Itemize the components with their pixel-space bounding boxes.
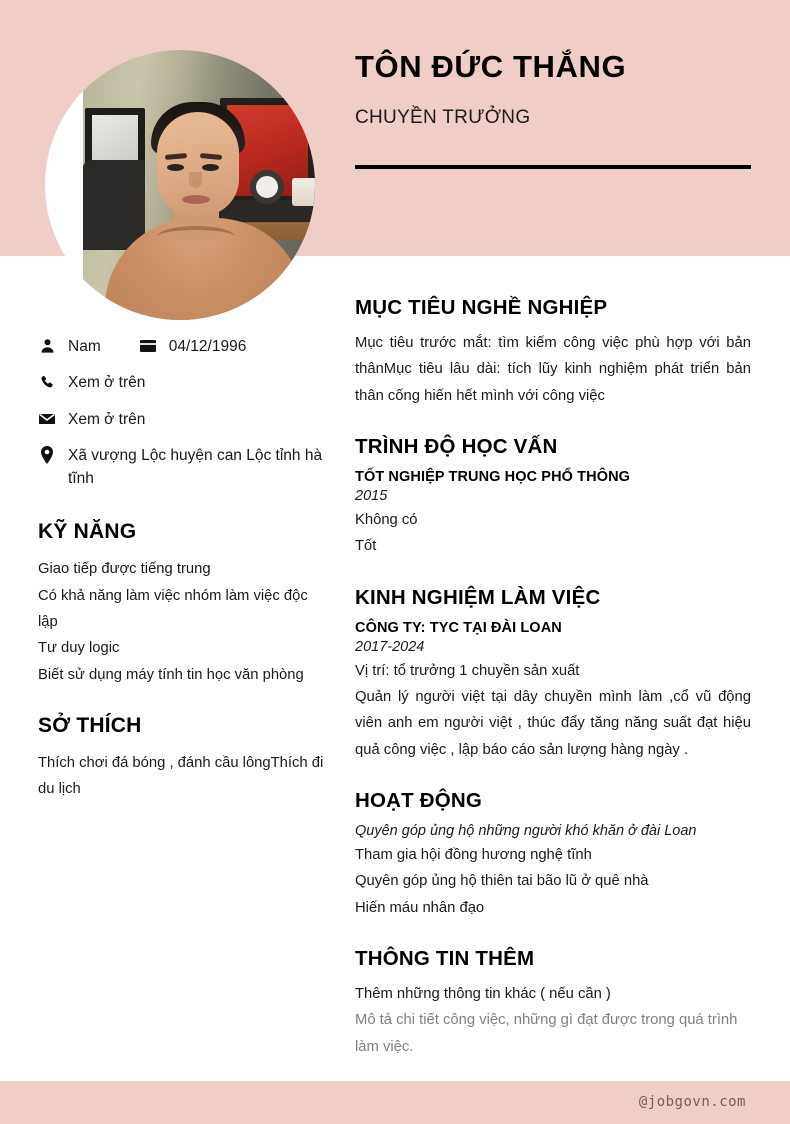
objective-section xyxy=(355,296,751,409)
hobbies-title: SỞ THÍCH xyxy=(38,713,142,737)
watermark: @jobgovn.com xyxy=(638,1094,746,1110)
card-icon xyxy=(139,336,157,356)
profile-photo-image xyxy=(45,50,315,320)
education-degree: TỐT NGHIỆP TRUNG HỌC PHỔ THÔNG xyxy=(355,468,631,485)
contact-birthday-value: 04/12/1996 xyxy=(168,338,247,355)
hobbies-text: Thích chơi đá bóng , đánh cầu lôngThích đi du lịch xyxy=(38,754,324,798)
experience-period: 2017-2024 xyxy=(355,638,425,655)
header-block xyxy=(355,48,755,129)
contact-phone-value: Xem ở trên xyxy=(68,374,146,392)
objective-text: Mục tiêu trước mắt: tìm kiếm công việc phù hợp với bản thânMục tiêu lâu dài: tích lũy kinh nghiệm phát triển bản thân cống hiến hết mình với công việc xyxy=(355,335,751,404)
sidebar xyxy=(38,336,330,829)
candidate-name: TÔN ĐỨC THẮNG xyxy=(355,49,627,84)
profile-photo xyxy=(45,50,315,320)
contact-birthday xyxy=(139,336,247,358)
contact-email-value: Xem ở trên xyxy=(68,410,146,428)
education-section xyxy=(355,435,751,560)
contact-row-email xyxy=(38,409,330,431)
list-item: Tư duy logic xyxy=(38,640,120,657)
objective-title: MỤC TIÊU NGHỀ NGHIỆP xyxy=(355,296,608,319)
experience-title: KINH NGHIỆM LÀM VIỆC xyxy=(355,585,601,609)
additional-line-1: Thêm những thông tin khác ( nếu cần ) xyxy=(355,985,611,1002)
contact-row-address xyxy=(38,445,330,490)
education-grade: Tốt xyxy=(355,538,377,555)
skills-list xyxy=(38,556,330,688)
experience-position: Vị trí: tổ trưởng 1 chuyền sản xuất xyxy=(355,662,580,679)
contact-gender xyxy=(38,336,101,358)
person-icon xyxy=(38,336,56,356)
education-title: TRÌNH ĐỘ HỌC VẤN xyxy=(355,434,558,458)
hobbies-section xyxy=(38,714,330,803)
skills-title: KỸ NĂNG xyxy=(38,520,137,544)
list-item: Tham gia hội đồng hương nghệ tĩnh xyxy=(355,846,592,863)
contact-list xyxy=(38,336,330,490)
location-pin-icon xyxy=(38,445,56,465)
activities-title: HOẠT ĐỘNG xyxy=(355,788,483,812)
candidate-role: CHUYỀN TRƯỞNG xyxy=(355,106,531,128)
experience-section xyxy=(355,586,751,763)
list-item: Biết sử dụng máy tính tin học văn phòng xyxy=(38,666,304,683)
list-item: Quyên góp ủng hộ thiên tai bão lũ ở quê nhà xyxy=(355,873,649,890)
contact-address-value: Xã vượng Lộc huyện can Lộc tỉnh hà tĩnh xyxy=(68,447,323,487)
contact-gender-value: Nam xyxy=(68,338,101,355)
additional-section xyxy=(355,947,751,1060)
activities-highlight: Quyên góp ủng hộ những người khó khăn ở đài Loan xyxy=(355,822,697,839)
additional-line-2: Mô tả chi tiết công việc, những gì đạt được trong quá trình làm việc. xyxy=(355,1012,738,1055)
additional-title: THÔNG TIN THÊM xyxy=(355,946,535,970)
experience-description: Quản lý người việt tại dây chuyền mình làm ,cổ vũ động viên anh em người việt , thúc đẩy tăng năng suất đạt hiệu quả công việc , lập báo cáo sản lượng hàng ngày . xyxy=(355,688,751,758)
activities-section xyxy=(355,789,751,921)
skills-section xyxy=(38,520,330,688)
contact-row-gender-birthday xyxy=(38,336,330,358)
list-item: Giao tiếp được tiếng trung xyxy=(38,561,211,578)
envelope-icon xyxy=(38,409,56,429)
phone-icon xyxy=(38,372,56,392)
main-content xyxy=(355,296,751,1086)
contact-row-phone xyxy=(38,372,330,394)
list-item: Hiến máu nhân đạo xyxy=(355,899,485,916)
header-divider xyxy=(355,165,751,169)
experience-company: CÔNG TY: TYC TẠI ĐÀI LOAN xyxy=(355,619,562,636)
list-item: Có khả năng làm việc nhóm làm việc độc lập xyxy=(38,587,308,630)
education-year: 2015 xyxy=(355,487,388,504)
education-major: Không có xyxy=(355,511,418,528)
